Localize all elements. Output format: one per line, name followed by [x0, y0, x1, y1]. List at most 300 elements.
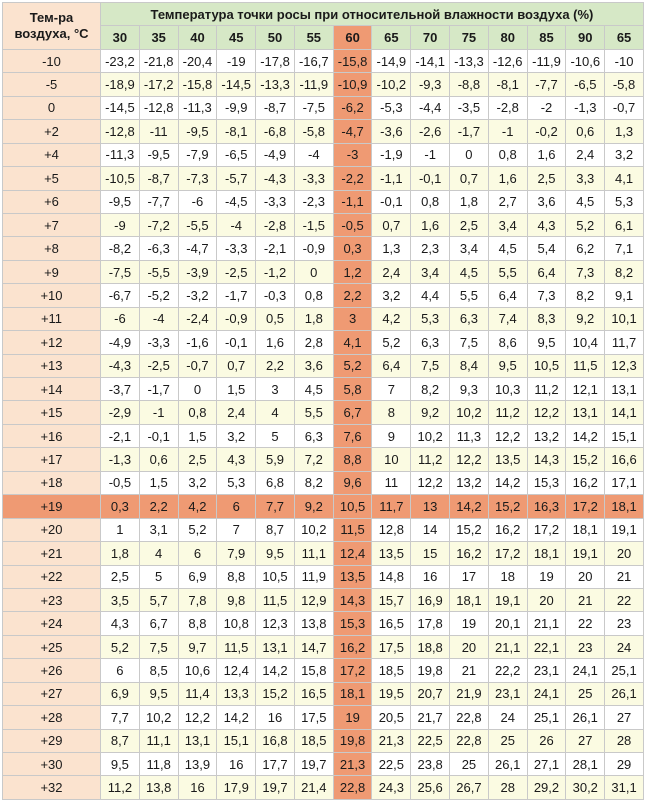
dew-point-cell: 24: [488, 706, 527, 729]
dew-point-cell: -12,6: [488, 49, 527, 72]
dew-point-cell: -3,3: [294, 167, 333, 190]
dew-point-cell: -0,1: [217, 331, 256, 354]
dew-point-cell: -0,9: [294, 237, 333, 260]
dew-point-cell: 6,3: [411, 331, 450, 354]
dew-point-cell: 24,3: [372, 776, 411, 799]
dew-point-cell: 14,3: [333, 588, 372, 611]
dew-point-cell: 17,2: [566, 495, 605, 518]
air-temperature-cell: +2: [3, 120, 101, 143]
dew-point-cell: 6,9: [178, 565, 217, 588]
dew-point-cell: 4,3: [217, 448, 256, 471]
dew-point-cell: -3,3: [256, 190, 295, 213]
air-temperature-cell: -5: [3, 73, 101, 96]
dew-point-cell: 11,5: [217, 635, 256, 658]
dew-point-cell: 11,8: [139, 753, 178, 776]
dew-point-cell: 6,2: [566, 237, 605, 260]
table-row: [3, 190, 644, 213]
dew-point-cell: 13,5: [488, 448, 527, 471]
dew-point-cell: 10: [372, 448, 411, 471]
table-row: [3, 331, 644, 354]
dew-point-cell: -7,9: [178, 143, 217, 166]
dew-point-cell: 11,9: [294, 565, 333, 588]
dew-point-cell: 8,7: [256, 518, 295, 541]
dew-point-cell: -20,4: [178, 49, 217, 72]
dew-point-cell: -4,7: [178, 237, 217, 260]
dew-point-cell: -9,5: [139, 143, 178, 166]
dew-point-cell: 5,8: [333, 378, 372, 401]
dew-point-cell: -6,2: [333, 96, 372, 119]
dew-point-cell: -13,3: [256, 73, 295, 96]
humidity-column-header: 55: [294, 26, 333, 49]
table-row: [3, 729, 644, 752]
dew-point-cell: 8,8: [333, 448, 372, 471]
dew-point-cell: 16: [178, 776, 217, 799]
dew-point-cell: 18,1: [527, 542, 566, 565]
air-temperature-cell: +26: [3, 659, 101, 682]
dew-point-cell: -1,5: [294, 213, 333, 236]
air-temperature-cell: +19: [3, 495, 101, 518]
dew-point-cell: -7,5: [101, 260, 140, 283]
dew-point-cell: 5,5: [488, 260, 527, 283]
dew-point-cell: 1,5: [178, 424, 217, 447]
dew-point-cell: 16,5: [372, 612, 411, 635]
dew-point-cell: 11,5: [333, 518, 372, 541]
dew-point-cell: 13,3: [217, 682, 256, 705]
dew-point-cell: 18,1: [566, 518, 605, 541]
dew-point-cell: 15,3: [527, 471, 566, 494]
dew-point-cell: 3: [256, 378, 295, 401]
dew-point-cell: 10,5: [333, 495, 372, 518]
dew-point-cell: 15,1: [217, 729, 256, 752]
dew-point-cell: 20,1: [488, 612, 527, 635]
dew-point-cell: -0,1: [139, 424, 178, 447]
dew-point-cell: 0,8: [488, 143, 527, 166]
dew-point-cell: 17,2: [488, 542, 527, 565]
dew-point-cell: 4,5: [294, 378, 333, 401]
dew-point-cell: 29: [605, 753, 644, 776]
dew-point-cell: 6,7: [139, 612, 178, 635]
dew-point-cell: -8,1: [488, 73, 527, 96]
air-temperature-cell: +17: [3, 448, 101, 471]
dew-point-cell: -3,3: [139, 331, 178, 354]
dew-point-cell: 11,2: [101, 776, 140, 799]
dew-point-cell: 8,4: [450, 354, 489, 377]
dew-point-cell: 2,2: [139, 495, 178, 518]
dew-point-cell: 4,3: [101, 612, 140, 635]
humidity-column-header: 40: [178, 26, 217, 49]
table-row: [3, 776, 644, 799]
dew-point-cell: -2,6: [411, 120, 450, 143]
air-temperature-cell: +6: [3, 190, 101, 213]
dew-point-cell: 1,6: [488, 167, 527, 190]
table-row: [3, 659, 644, 682]
dew-point-cell: 4,5: [450, 260, 489, 283]
dew-point-cell: 13,8: [294, 612, 333, 635]
table-title: Температура точки росы при относительной влажности воздуха (%): [101, 3, 644, 26]
dew-point-cell: -2,8: [488, 96, 527, 119]
dew-point-cell: -15,8: [178, 73, 217, 96]
dew-point-cell: 11,1: [139, 729, 178, 752]
dew-point-cell: -9,5: [101, 190, 140, 213]
dew-point-cell: 8,8: [217, 565, 256, 588]
dew-point-cell: 6,3: [294, 424, 333, 447]
dew-point-cell: 5,3: [605, 190, 644, 213]
dew-point-cell: 28: [488, 776, 527, 799]
air-temperature-cell: -10: [3, 49, 101, 72]
dew-point-cell: -9,9: [217, 96, 256, 119]
table-row: [3, 471, 644, 494]
dew-point-cell: -0,1: [411, 167, 450, 190]
humidity-column-header: 50: [256, 26, 295, 49]
dew-point-cell: 1,6: [411, 213, 450, 236]
dew-point-cell: 12,2: [178, 706, 217, 729]
dew-point-cell: -2,1: [101, 424, 140, 447]
dew-point-cell: -17,8: [256, 49, 295, 72]
dew-point-cell: 3,6: [527, 190, 566, 213]
dew-point-cell: -5,8: [605, 73, 644, 96]
air-temperature-header: [3, 3, 101, 50]
dew-point-cell: 18,1: [333, 682, 372, 705]
dew-point-cell: 7,6: [333, 424, 372, 447]
dew-point-cell: -10,5: [101, 167, 140, 190]
dew-point-cell: 15,8: [294, 659, 333, 682]
humidity-column-header: 65: [372, 26, 411, 49]
dew-point-cell: 16,5: [294, 682, 333, 705]
dew-point-cell: 21,3: [333, 753, 372, 776]
dew-point-cell: -6: [101, 307, 140, 330]
dew-point-cell: 1,5: [139, 471, 178, 494]
dew-point-cell: -16,7: [294, 49, 333, 72]
dew-point-cell: 10,5: [256, 565, 295, 588]
dew-point-cell: 7,3: [527, 284, 566, 307]
dew-point-cell: 4,1: [605, 167, 644, 190]
dew-point-cell: 3: [333, 307, 372, 330]
dew-point-cell: 18,8: [411, 635, 450, 658]
dew-point-cell: -1: [488, 120, 527, 143]
dew-point-cell: 13,1: [605, 378, 644, 401]
dew-point-cell: -6,3: [139, 237, 178, 260]
dew-point-cell: 5: [139, 565, 178, 588]
air-temperature-cell: +7: [3, 213, 101, 236]
dew-point-cell: 14,8: [372, 565, 411, 588]
dew-point-cell: 12,2: [527, 401, 566, 424]
dew-point-cell: 14: [411, 518, 450, 541]
dew-point-cell: 21,9: [450, 682, 489, 705]
air-temperature-cell: +21: [3, 542, 101, 565]
dew-point-cell: 11: [372, 471, 411, 494]
humidity-column-header: 80: [488, 26, 527, 49]
table-row: [3, 307, 644, 330]
air-temperature-cell: +8: [3, 237, 101, 260]
dew-point-cell: 4: [139, 542, 178, 565]
dew-point-cell: 7,7: [256, 495, 295, 518]
dew-point-cell: 3,2: [217, 424, 256, 447]
dew-point-cell: 0,5: [256, 307, 295, 330]
dew-point-cell: 15,2: [450, 518, 489, 541]
dew-point-cell: -12,8: [101, 120, 140, 143]
dew-point-cell: 9,1: [605, 284, 644, 307]
dew-point-cell: 10,8: [217, 612, 256, 635]
dew-point-cell: -0,9: [217, 307, 256, 330]
dew-point-cell: 2,2: [333, 284, 372, 307]
dew-point-cell: 17,5: [294, 706, 333, 729]
dew-point-cell: 17,2: [527, 518, 566, 541]
dew-point-cell: 20: [566, 565, 605, 588]
dew-point-cell: 12,2: [450, 448, 489, 471]
dew-point-cell: 13,9: [178, 753, 217, 776]
dew-point-cell: 5,2: [178, 518, 217, 541]
air-temperature-cell: +4: [3, 143, 101, 166]
dew-point-cell: 0,8: [178, 401, 217, 424]
dew-point-cell: 19: [333, 706, 372, 729]
dew-point-cell: -8,7: [256, 96, 295, 119]
dew-point-cell: -0,5: [101, 471, 140, 494]
dew-point-cell: 8,2: [605, 260, 644, 283]
dew-point-cell: 22,5: [372, 753, 411, 776]
dew-point-cell: 5,5: [294, 401, 333, 424]
dew-point-cell: -3,2: [178, 284, 217, 307]
dew-point-cell: 26,7: [450, 776, 489, 799]
air-temperature-cell: +29: [3, 729, 101, 752]
air-temperature-cell: +15: [3, 401, 101, 424]
dew-point-cell: -4,7: [333, 120, 372, 143]
dew-point-cell: 9,5: [139, 682, 178, 705]
dew-point-cell: -5,5: [139, 260, 178, 283]
dew-point-cell: -8,7: [139, 167, 178, 190]
dew-point-cell: 19,1: [605, 518, 644, 541]
dew-point-cell: -1,6: [178, 331, 217, 354]
dew-point-cell: 19,5: [372, 682, 411, 705]
table-row: [3, 706, 644, 729]
dew-point-cell: 14,7: [294, 635, 333, 658]
dew-point-cell: 8,6: [488, 331, 527, 354]
dew-point-cell: 2,2: [256, 354, 295, 377]
dew-point-cell: 22: [566, 612, 605, 635]
air-temperature-cell: +5: [3, 167, 101, 190]
dew-point-cell: 0: [450, 143, 489, 166]
dew-point-cell: 4,2: [178, 495, 217, 518]
dew-point-cell: 13,2: [450, 471, 489, 494]
dew-point-cell: 16,3: [527, 495, 566, 518]
air-temperature-cell: +9: [3, 260, 101, 283]
table-body: [3, 49, 644, 799]
humidity-column-header: 60: [333, 26, 372, 49]
humidity-column-header: 30: [101, 26, 140, 49]
dew-point-cell: 10,2: [450, 401, 489, 424]
dew-point-cell: 9,5: [527, 331, 566, 354]
dew-point-cell: 15,7: [372, 588, 411, 611]
table-row: [3, 49, 644, 72]
dew-point-cell: 0: [294, 260, 333, 283]
dew-point-cell: 7,5: [139, 635, 178, 658]
dew-point-cell: 26: [527, 729, 566, 752]
dew-point-cell: 22,8: [450, 706, 489, 729]
dew-point-cell: -8,1: [217, 120, 256, 143]
dew-point-cell: -2,9: [101, 401, 140, 424]
dew-point-cell: 7,8: [178, 588, 217, 611]
dew-point-cell: 14,2: [566, 424, 605, 447]
dew-point-cell: -9,5: [178, 120, 217, 143]
air-temperature-cell: +12: [3, 331, 101, 354]
dew-point-cell: 11,5: [566, 354, 605, 377]
dew-point-cell: 14,3: [527, 448, 566, 471]
dew-point-cell: -4,5: [217, 190, 256, 213]
dew-point-cell: 19,7: [294, 753, 333, 776]
dew-point-cell: 6: [178, 542, 217, 565]
dew-point-cell: 21,1: [527, 612, 566, 635]
air-temperature-cell: +18: [3, 471, 101, 494]
dew-point-cell: 9,7: [178, 635, 217, 658]
dew-point-cell: 4,5: [488, 237, 527, 260]
dew-point-cell: 31,1: [605, 776, 644, 799]
dew-point-cell: 9,3: [450, 378, 489, 401]
dew-point-cell: 4,4: [411, 284, 450, 307]
dew-point-cell: 6,4: [372, 354, 411, 377]
dew-point-cell: 7,3: [566, 260, 605, 283]
dew-point-cell: -10,6: [566, 49, 605, 72]
table-row: [3, 588, 644, 611]
table-row: [3, 96, 644, 119]
table-row: [3, 73, 644, 96]
dew-point-cell: -4,3: [256, 167, 295, 190]
dew-point-cell: 12,8: [372, 518, 411, 541]
dew-point-cell: 4,1: [333, 331, 372, 354]
dew-point-cell: -5,5: [178, 213, 217, 236]
dew-point-cell: 20,7: [411, 682, 450, 705]
dew-point-cell: -5,7: [217, 167, 256, 190]
dew-point-cell: 2,7: [488, 190, 527, 213]
air-temperature-cell: +11: [3, 307, 101, 330]
dew-point-cell: 17,5: [372, 635, 411, 658]
dew-point-cell: -6,5: [566, 73, 605, 96]
air-temperature-cell: +10: [3, 284, 101, 307]
table-row: [3, 448, 644, 471]
dew-point-cell: -1,9: [372, 143, 411, 166]
dew-point-cell: 2,5: [101, 565, 140, 588]
dew-point-cell: 1,6: [256, 331, 295, 354]
dew-point-cell: 0,7: [450, 167, 489, 190]
dew-point-cell: 4: [256, 401, 295, 424]
dew-point-cell: 12,3: [605, 354, 644, 377]
dew-point-cell: -1: [411, 143, 450, 166]
dew-point-cell: 21: [605, 565, 644, 588]
dew-point-cell: 19,1: [488, 588, 527, 611]
dew-point-cell: 20: [527, 588, 566, 611]
dew-point-cell: 2,4: [566, 143, 605, 166]
dew-point-cell: 7,9: [217, 542, 256, 565]
dew-point-cell: 10,6: [178, 659, 217, 682]
dew-point-cell: -6,7: [101, 284, 140, 307]
dew-point-cell: 11,5: [256, 588, 295, 611]
dew-point-cell: -5,2: [139, 284, 178, 307]
dew-point-cell: -8,2: [101, 237, 140, 260]
dew-point-cell: 1,2: [333, 260, 372, 283]
dew-point-cell: 22,2: [488, 659, 527, 682]
dew-point-cell: 25,1: [527, 706, 566, 729]
dew-point-cell: 27: [605, 706, 644, 729]
dew-point-cell: -10: [605, 49, 644, 72]
dew-point-cell: 14,2: [488, 471, 527, 494]
dew-point-cell: -7,2: [139, 213, 178, 236]
dew-point-cell: 9,5: [488, 354, 527, 377]
corner-label-line1: Тем-ра: [29, 9, 74, 25]
dew-point-cell: 1,3: [372, 237, 411, 260]
dew-point-cell: -21,8: [139, 49, 178, 72]
dew-point-cell: 21,1: [488, 635, 527, 658]
table-row: [3, 424, 644, 447]
dew-point-cell: -9: [101, 213, 140, 236]
dew-point-cell: 20: [605, 542, 644, 565]
dew-point-cell: 6,9: [101, 682, 140, 705]
dew-point-cell: 7,7: [101, 706, 140, 729]
dew-point-cell: 15: [411, 542, 450, 565]
dew-point-cell: 10,4: [566, 331, 605, 354]
dew-point-cell: 6,7: [333, 401, 372, 424]
table-row: [3, 753, 644, 776]
dew-point-cell: 3,6: [294, 354, 333, 377]
dew-point-cell: 13,1: [566, 401, 605, 424]
dew-point-cell: -7,5: [294, 96, 333, 119]
dew-point-cell: 2,3: [411, 237, 450, 260]
dew-point-cell: 15,2: [256, 682, 295, 705]
dew-point-cell: 0,3: [333, 237, 372, 260]
dew-point-cell: 8,2: [294, 471, 333, 494]
dew-point-cell: 12,4: [217, 659, 256, 682]
dew-point-cell: -1: [139, 401, 178, 424]
dew-point-cell: 22,8: [333, 776, 372, 799]
dew-point-cell: 14,2: [217, 706, 256, 729]
dew-point-cell: 19,8: [333, 729, 372, 752]
dew-point-cell: 11,1: [294, 542, 333, 565]
dew-point-cell: 4,2: [372, 307, 411, 330]
humidity-column-header: 65: [605, 26, 644, 49]
dew-point-cell: 18,5: [372, 659, 411, 682]
table-row: [3, 213, 644, 236]
dew-point-cell: 1,8: [450, 190, 489, 213]
dew-point-cell: 5,2: [372, 331, 411, 354]
dew-point-cell: -15,8: [333, 49, 372, 72]
dew-point-cell: 20: [450, 635, 489, 658]
dew-point-cell: 6,1: [605, 213, 644, 236]
dew-point-cell: 6,4: [527, 260, 566, 283]
dew-point-cell: 17,7: [256, 753, 295, 776]
air-temperature-cell: +14: [3, 378, 101, 401]
dew-point-cell: 13,5: [372, 542, 411, 565]
dew-point-cell: 9,2: [566, 307, 605, 330]
dew-point-cell: -0,7: [605, 96, 644, 119]
dew-point-cell: 15,1: [605, 424, 644, 447]
dew-point-cell: 0,8: [411, 190, 450, 213]
air-temperature-cell: +20: [3, 518, 101, 541]
dew-point-cell: -11,9: [527, 49, 566, 72]
dew-point-cell: 0,6: [566, 120, 605, 143]
air-temperature-cell: +23: [3, 588, 101, 611]
dew-point-cell: 11,3: [450, 424, 489, 447]
dew-point-cell: -2,5: [217, 260, 256, 283]
dew-point-cell: 0,3: [101, 495, 140, 518]
dew-point-cell: 7,1: [605, 237, 644, 260]
dew-point-cell: 11,2: [488, 401, 527, 424]
dew-point-cell: 8,8: [178, 612, 217, 635]
dew-point-cell: 3,3: [566, 167, 605, 190]
air-temperature-cell: +13: [3, 354, 101, 377]
dew-point-cell: -11: [139, 120, 178, 143]
dew-point-cell: -4: [139, 307, 178, 330]
dew-point-cell: 1,6: [527, 143, 566, 166]
dew-point-cell: -6,8: [256, 120, 295, 143]
dew-point-cell: 17,1: [605, 471, 644, 494]
dew-point-cell: 21: [450, 659, 489, 682]
